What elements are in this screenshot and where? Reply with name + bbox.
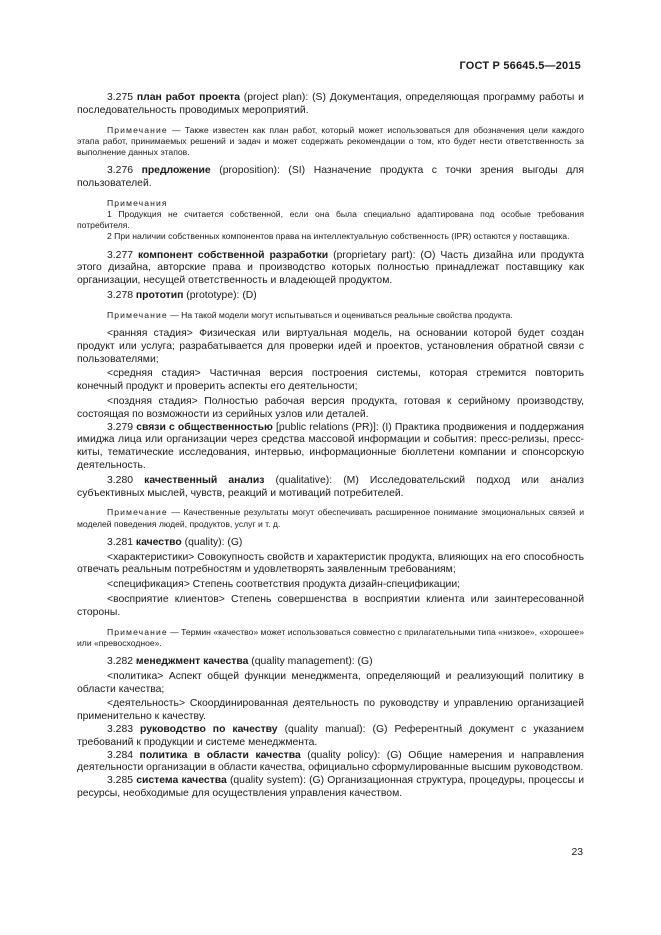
term-3-284 <box>77 750 584 776</box>
term-3-278 <box>77 290 584 303</box>
document-body <box>77 92 584 801</box>
note-item: 2 При наличии собственных компонентов права на интеллектуальную собственность (IPR) остаются у поставщика. <box>107 231 570 242</box>
term-name: качество <box>135 536 182 548</box>
definition-paragraph: <деятельность> Скоординированная деятельность по руководству и управлению организацией применительно к качеству. <box>77 698 584 723</box>
term-definition: (proposition): (SI) Назначение продукта с точки зрения выгоды для пользователей. <box>77 165 584 189</box>
term-definition: (prototype): (D) <box>183 290 257 301</box>
note-text: — Качественные результаты могут обеспечивать расширенное понимание эмоциональных связей и моделей поведения людей, продуктов, услуг и т. д. <box>77 507 584 529</box>
note-3-275 <box>77 125 584 159</box>
note-label: Примечание <box>107 124 168 135</box>
definition-paragraph: <политика> Аспект общей функции менеджмента, определяющий и реализующий политику в области качества; <box>77 670 584 695</box>
definition-paragraph: <восприятие клиентов> Степень совершенства в восприятии клиента или заинтересованной стороны. <box>77 593 584 618</box>
term-name: компонент собственной разработки <box>137 249 329 261</box>
term-number: 3.283 <box>107 723 134 735</box>
note-3-278 <box>77 310 584 321</box>
term-number: 3.277 <box>107 249 134 261</box>
term-name: руководство по качеству <box>140 723 278 735</box>
term-3-279 <box>77 422 584 473</box>
term-number: 3.276 <box>107 165 134 177</box>
note-label: Примечание <box>107 507 168 518</box>
term-name: связи с общественностью <box>136 421 273 433</box>
term-definition: (proprietary part): (O) Часть дизайна или продукта этого дизайна, авторские права и производство которых полностью принадлежат поставщику как организации, несущей ответственность и владеющей продуктом. <box>77 249 585 287</box>
term-3-280 <box>77 475 584 501</box>
term-definition: (qualitative): (M) Исследовательский подход или анализ субъективных мыслей, чувств, реакций и мотиваций потребителей. <box>77 474 584 499</box>
term-definition: (quality system): (G) Организационная структура, процедуры, процессы и ресурсы, необходимые для осуществления управления качеством. <box>77 775 584 799</box>
term-name: качественный анализ <box>144 474 265 486</box>
definition-paragraph: <средняя стадия> Частичная версия построения системы, которая стремится повторить конечный продукт и проверить аспекты его деятельности; <box>77 368 584 393</box>
term-definition: (quality management): (G) <box>248 655 373 667</box>
term-3-277 <box>77 250 584 288</box>
term-number: 3.281 <box>107 536 134 548</box>
term-name: прототип <box>135 290 184 301</box>
term-3-283 <box>77 724 584 750</box>
term-3-282 <box>77 656 584 669</box>
document-header: ГОСТ Р 56645.5—2015 <box>459 60 581 72</box>
notes-heading <box>77 198 584 209</box>
term-definition: (quality policy): (G) Общие намерения и направления деятельности организации в области качества, официально сформулированные высшим руководством. <box>77 749 584 774</box>
term-name: менеджмент качества <box>135 655 249 667</box>
term-name: политика в области качества <box>139 749 301 761</box>
term-name: предложение <box>141 165 211 177</box>
term-3-275 <box>77 92 584 118</box>
term-number: 3.284 <box>107 749 134 761</box>
term-number: 3.279 <box>107 421 134 433</box>
term-3-285 <box>77 775 584 801</box>
term-3-276 <box>77 165 584 191</box>
page-number: 23 <box>571 847 583 858</box>
term-definition: (quality): (G) <box>181 536 243 548</box>
term-number: 3.275 <box>107 92 134 103</box>
term-definition: [public relations (PR)]: (I) Практика продвижения и поддержания имиджа лица или организации через средства массовой информации и события: пресс-релизы, пресс-киты, тематические исследования, интервью, информационные бюллетени компании и спонсорскую деятельность. <box>77 421 584 471</box>
term-number: 3.282 <box>107 655 134 667</box>
note-label: Примечание <box>107 309 168 320</box>
definition-paragraph: <ранняя стадия> Физическая или виртуальная модель, на основании которой будет создан продукт или услуга; разрабатывается для проверки идей и проектов, установления обратной связи с пользователями; <box>77 328 584 365</box>
term-definition: (project plan): (S) Документация, определяющая программу работы и последовательность проводимых мероприятий. <box>77 92 584 116</box>
note-text: — На такой модели могут испытываться и оцениваться реальные свойства продукта. <box>167 309 513 320</box>
note-item: 1 Продукция не считается собственной, если она была специально адаптирована под особые требования потребителя. <box>77 209 584 231</box>
term-number: 3.280 <box>107 474 134 486</box>
term-name: план работ проекта <box>136 92 240 103</box>
term-3-281 <box>77 537 584 550</box>
definition-paragraph: <поздняя стадия> Полностью рабочая версия продукта, готовая к серийному производству, состоящая по возможности из серийных узлов или деталей. <box>77 395 584 420</box>
definition-paragraph: <характеристики> Совокупность свойств и характеристик продукта, влияющих на его способность отвечать реальным потребностям и удовлетворять заявленным требованиям; <box>77 551 584 576</box>
term-number: 3.278 <box>107 290 134 301</box>
term-number: 3.285 <box>107 775 134 787</box>
note-label: Примечания <box>107 197 168 208</box>
note-label: Примечание <box>107 626 168 637</box>
note-3-280 <box>77 507 584 529</box>
term-definition: (quality manual): (G) Референтный документ с указанием требований к продукции и системе менеджмента. <box>77 723 584 748</box>
definition-paragraph: <спецификация> Степень соответствия продукта дизайн-спецификации; <box>107 579 461 591</box>
note-3-281 <box>77 627 584 649</box>
note-text: — Термин «качество» может использоваться совместно с прилагательными типа «низкое», «хорошее» или «превосходное». <box>77 626 584 648</box>
term-name: система качества <box>136 775 227 787</box>
note-text: — Также известен как план работ, который может использоваться для обозначения цели каждого этапа работ, принимаемых решений и задач и может содержать рекомендации о том, кто будет нести ответственность за выполнение данных этапов. <box>77 124 584 157</box>
